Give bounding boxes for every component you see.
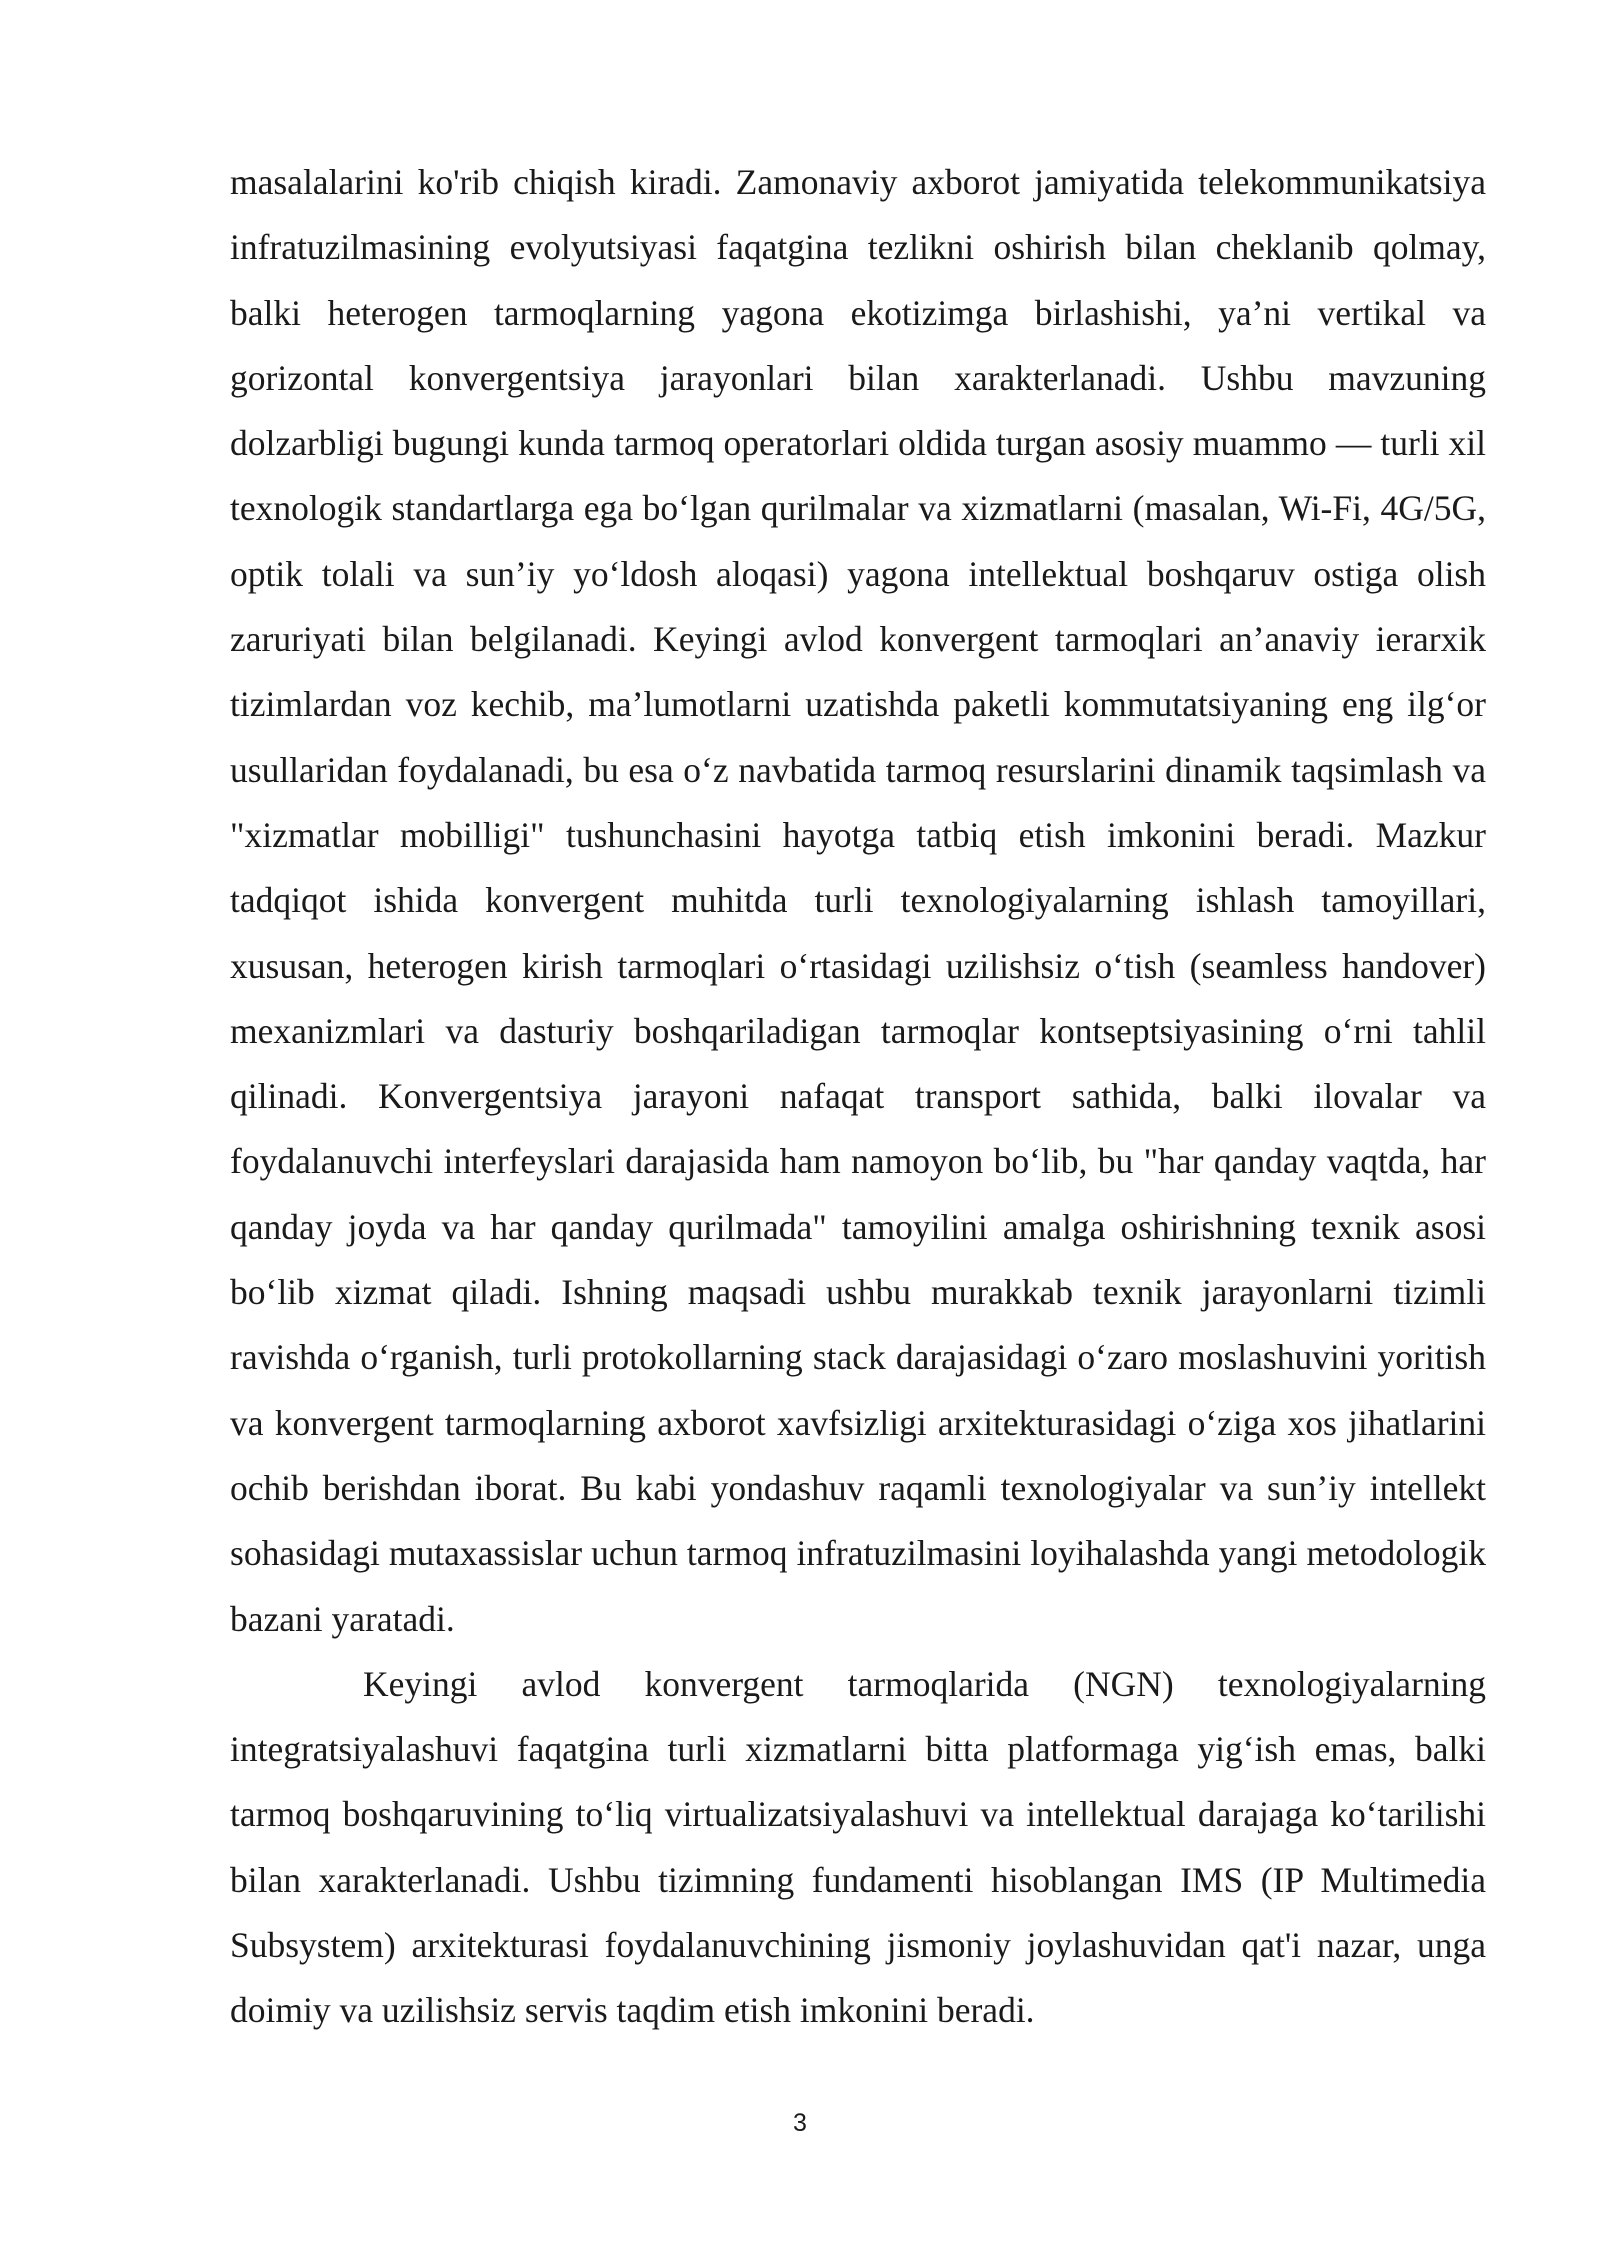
page-number: 3 [793, 2109, 807, 2137]
paragraph-1: masalalarini ko'rib chiqish kiradi. Zamonaviy axborot jamiyatida telekommunikatsiya infratuzilmasining evolyutsiyasi faqatgina tezlikni oshirish bilan cheklanib qolmay, balki heterogen tarmoqlarning yagona ekotizimga birlashishi, ya’ni vertikal va gorizontal konvergentsiya jarayonlari bilan xarakterlanadi. Ushbu mavzuning dolzarbligi bugungi kunda tarmoq operatorlari oldida turgan asosiy muammo — turli xil texnologik standartlarga ega boʻlgan qurilmalar va xizmatlarni (masalan, Wi-Fi, 4G/5G, optik tolali va sun’iy yoʻldosh aloqasi) yagona intellektual boshqaruv ostiga olish zaruriyati bilan belgilanadi. Keyingi avlod konvergent tarmoqlari an’anaviy ierarxik tizimlardan voz kechib, ma’lumotlarni uzatishda paketli kommutatsiyaning eng ilgʻor usullaridan foydalanadi, bu esa oʻz navbatida tarmoq resurslarini dinamik taqsimlash va "xizmatlar mobilligi" tushunchasini hayotga tatbiq etish imkonini beradi. Mazkur tadqiqot ishida konvergent muhitda turli texnologiyalarning ishlash tamoyillari, xususan, heterogen kirish tarmoqlari oʻrtasidagi uzilishsiz oʻtish (seamless handover) mexanizmlari va dasturiy boshqariladigan tarmoqlar kontseptsiyasining oʻrni tahlil qilinadi. Konvergentsiya jarayoni nafaqat transport sathida, balki ilovalar va foydalanuvchi interfeyslari darajasida ham namoyon boʻlib, bu "har qanday vaqtda, har qanday joyda va har qanday qurilmada" tamoyilini amalga oshirishning texnik asosi boʻlib xizmat qiladi. Ishning maqsadi ushbu murakkab texnik jarayonlarni tizimli ravishda oʻrganish, turli protokollarning stack darajasidagi oʻzaro moslashuvini yoritish va konvergent tarmoqlarning axborot xavfsizligi arxitekturasidagi oʻziga xos jihatlarini ochib berishdan iborat. Bu kabi yondashuv raqamli texnologiyalar va sun’iy intellekt sohasidagi mutaxassislar uchun tarmoq infratuzilmasini loyihalashda yangi metodologik bazani yaratadi. [230, 162, 1486, 1639]
paragraph-2: Keyingi avlod konvergent tarmoqlarida (NGN) texnologiyalarning integratsiyalashuvi faqatgina turli xizmatlarni bitta platformaga yigʻish emas, balki tarmoq boshqaruvining toʻliq virtualizatsiyalashuvi va intellektual darajaga koʻtarilishi bilan xarakterlanadi. Ushbu tizimning fundamenti hisoblangan IMS (IP Multimedia Subsystem) arxitekturasi foydalanuvchining jismoniy joylashuvidan qat'i nazar, unga doimiy va uzilishsiz servis taqdim etish imkonini beradi. [230, 1663, 1486, 2031]
body-text [230, 150, 1486, 2044]
